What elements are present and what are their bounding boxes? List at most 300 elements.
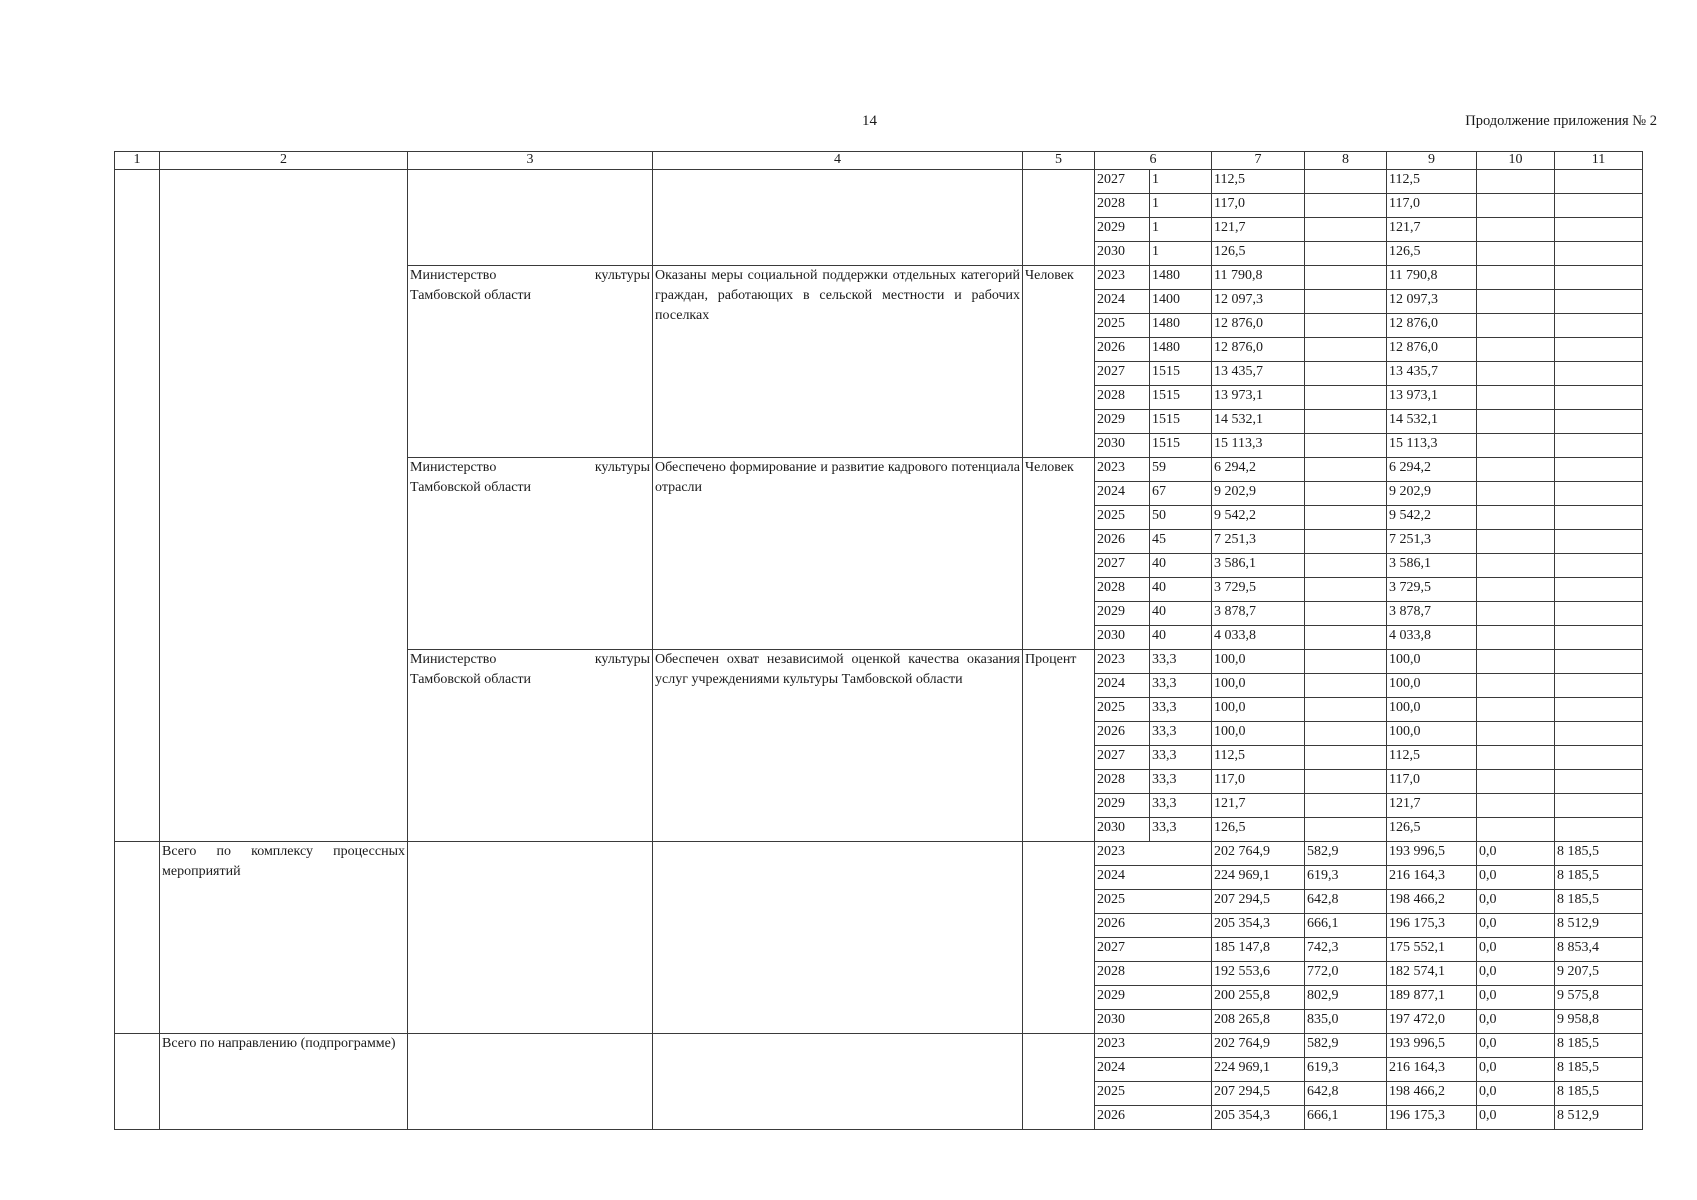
table-body: [115, 170, 1643, 1130]
result-cell: [653, 170, 1023, 266]
federal-cell: 582,9: [1305, 842, 1387, 866]
org-cell: [408, 458, 653, 650]
total-cell: 14 532,1: [1212, 410, 1305, 434]
local-cell: 0,0: [1477, 914, 1555, 938]
total-cell: 112,5: [1212, 170, 1305, 194]
result-cell: Обеспечено формирование и развитие кадрового потенциала отрасли: [653, 458, 1023, 650]
year-cell: 2024: [1095, 674, 1150, 698]
regional-cell: 197 472,0: [1387, 1010, 1477, 1034]
local-cell: [1477, 362, 1555, 386]
local-cell: [1477, 170, 1555, 194]
federal-cell: [1305, 410, 1387, 434]
local-cell: [1477, 314, 1555, 338]
total-cell: 100,0: [1212, 650, 1305, 674]
regional-cell: 216 164,3: [1387, 1058, 1477, 1082]
other-cell: [1555, 362, 1643, 386]
regional-cell: 100,0: [1387, 650, 1477, 674]
year-cell: 2030: [1095, 818, 1150, 842]
other-cell: [1555, 578, 1643, 602]
col-header: 1: [115, 152, 160, 170]
federal-cell: [1305, 602, 1387, 626]
local-cell: [1477, 530, 1555, 554]
org-line: Тамбовской области: [410, 288, 532, 303]
year-cell: 2028: [1095, 770, 1150, 794]
federal-cell: [1305, 794, 1387, 818]
other-cell: [1555, 794, 1643, 818]
local-cell: 0,0: [1477, 938, 1555, 962]
regional-cell: 193 996,5: [1387, 1034, 1477, 1058]
indicator-cell: 33,3: [1150, 674, 1212, 698]
local-cell: [1477, 770, 1555, 794]
total-cell: 224 969,1: [1212, 1058, 1305, 1082]
regional-cell: 196 175,3: [1387, 1106, 1477, 1130]
year-cell: 2023: [1095, 650, 1150, 674]
federal-cell: 802,9: [1305, 986, 1387, 1010]
other-cell: [1555, 770, 1643, 794]
regional-cell: 11 790,8: [1387, 266, 1477, 290]
local-cell: [1477, 458, 1555, 482]
federal-cell: [1305, 338, 1387, 362]
local-cell: 0,0: [1477, 866, 1555, 890]
year-cell: 2023: [1095, 842, 1212, 866]
result-cell: Оказаны меры социальной поддержки отдельных категорий граждан, работающих в сельской местности и рабочих поселках: [653, 266, 1023, 458]
federal-cell: [1305, 578, 1387, 602]
total-cell: 100,0: [1212, 722, 1305, 746]
other-cell: [1555, 386, 1643, 410]
column-number-row: [115, 152, 1643, 170]
federal-cell: [1305, 746, 1387, 770]
regional-cell: 12 876,0: [1387, 338, 1477, 362]
other-cell: 8 185,5: [1555, 1058, 1643, 1082]
org-line: Тамбовской области: [410, 480, 532, 495]
other-cell: [1555, 698, 1643, 722]
federal-cell: [1305, 386, 1387, 410]
year-cell: 2025: [1095, 1082, 1212, 1106]
col4-cell: [653, 842, 1023, 1034]
total-cell: 15 113,3: [1212, 434, 1305, 458]
local-cell: [1477, 410, 1555, 434]
other-cell: [1555, 242, 1643, 266]
year-cell: 2023: [1095, 458, 1150, 482]
local-cell: [1477, 338, 1555, 362]
regional-cell: 198 466,2: [1387, 1082, 1477, 1106]
local-cell: 0,0: [1477, 962, 1555, 986]
year-cell: 2027: [1095, 362, 1150, 386]
year-cell: 2029: [1095, 602, 1150, 626]
result-cell: Обеспечен охват независимой оценкой качества оказания услуг учреждениями культуры Тамбовской области: [653, 650, 1023, 842]
total-cell: 207 294,5: [1212, 890, 1305, 914]
other-cell: [1555, 626, 1643, 650]
total-cell: 6 294,2: [1212, 458, 1305, 482]
regional-cell: 112,5: [1387, 746, 1477, 770]
federal-cell: [1305, 170, 1387, 194]
year-cell: 2028: [1095, 962, 1212, 986]
year-cell: 2028: [1095, 194, 1150, 218]
federal-cell: [1305, 458, 1387, 482]
regional-cell: 13 435,7: [1387, 362, 1477, 386]
total-cell: 121,7: [1212, 794, 1305, 818]
col-header: 8: [1305, 152, 1387, 170]
federal-cell: 742,3: [1305, 938, 1387, 962]
federal-cell: 642,8: [1305, 890, 1387, 914]
regional-cell: 14 532,1: [1387, 410, 1477, 434]
regional-cell: 100,0: [1387, 722, 1477, 746]
local-cell: [1477, 290, 1555, 314]
local-cell: 0,0: [1477, 890, 1555, 914]
indicator-cell: 1400: [1150, 290, 1212, 314]
indicator-cell: 33,3: [1150, 650, 1212, 674]
indicator-cell: 50: [1150, 506, 1212, 530]
federal-cell: [1305, 362, 1387, 386]
total-cell: 207 294,5: [1212, 1082, 1305, 1106]
regional-cell: 198 466,2: [1387, 890, 1477, 914]
total-label-cell: Всего по комплексу процессных мероприятий: [160, 842, 408, 1034]
indicator-cell: 1480: [1150, 314, 1212, 338]
regional-cell: 121,7: [1387, 794, 1477, 818]
local-cell: [1477, 554, 1555, 578]
other-cell: [1555, 314, 1643, 338]
year-cell: 2028: [1095, 386, 1150, 410]
federal-cell: [1305, 434, 1387, 458]
regional-cell: 121,7: [1387, 218, 1477, 242]
col3-cell: [408, 1034, 653, 1130]
total-cell: 3 729,5: [1212, 578, 1305, 602]
local-cell: [1477, 386, 1555, 410]
local-cell: [1477, 698, 1555, 722]
regional-cell: 117,0: [1387, 194, 1477, 218]
regional-cell: 112,5: [1387, 170, 1477, 194]
total-cell: 11 790,8: [1212, 266, 1305, 290]
indicator-cell: 33,3: [1150, 746, 1212, 770]
regional-cell: 126,5: [1387, 818, 1477, 842]
federal-cell: [1305, 650, 1387, 674]
federal-cell: [1305, 698, 1387, 722]
year-cell: 2029: [1095, 986, 1212, 1010]
budget-table: [114, 151, 1643, 1130]
indicator-cell: 1515: [1150, 410, 1212, 434]
other-cell: [1555, 218, 1643, 242]
total-cell: 4 033,8: [1212, 626, 1305, 650]
regional-cell: 6 294,2: [1387, 458, 1477, 482]
other-cell: [1555, 338, 1643, 362]
indicator-cell: 33,3: [1150, 770, 1212, 794]
regional-cell: 196 175,3: [1387, 914, 1477, 938]
indicator-cell: 40: [1150, 578, 1212, 602]
other-cell: [1555, 650, 1643, 674]
total-cell: 9 202,9: [1212, 482, 1305, 506]
total-cell: 13 435,7: [1212, 362, 1305, 386]
col-header: 7: [1212, 152, 1305, 170]
total-cell: 192 553,6: [1212, 962, 1305, 986]
indicator-cell: 1480: [1150, 266, 1212, 290]
federal-cell: [1305, 818, 1387, 842]
year-cell: 2027: [1095, 554, 1150, 578]
local-cell: [1477, 626, 1555, 650]
col2-cell: [160, 170, 408, 842]
local-cell: [1477, 434, 1555, 458]
local-cell: [1477, 818, 1555, 842]
other-cell: [1555, 530, 1643, 554]
federal-cell: [1305, 506, 1387, 530]
regional-cell: 175 552,1: [1387, 938, 1477, 962]
local-cell: 0,0: [1477, 1058, 1555, 1082]
col1-cell: [115, 1034, 160, 1130]
total-cell: 3 586,1: [1212, 554, 1305, 578]
continuation-note: Продолжение приложения № 2: [1465, 113, 1657, 129]
indicator-cell: 1515: [1150, 362, 1212, 386]
indicator-cell: 33,3: [1150, 818, 1212, 842]
year-cell: 2024: [1095, 290, 1150, 314]
federal-cell: [1305, 194, 1387, 218]
col1-cell: [115, 842, 160, 1034]
total-row: [115, 1034, 1643, 1058]
total-cell: 126,5: [1212, 242, 1305, 266]
local-cell: 0,0: [1477, 1106, 1555, 1130]
indicator-cell: 1515: [1150, 386, 1212, 410]
other-cell: [1555, 818, 1643, 842]
total-cell: 112,5: [1212, 746, 1305, 770]
other-cell: 8 853,4: [1555, 938, 1643, 962]
other-cell: [1555, 410, 1643, 434]
col-header: 9: [1387, 152, 1477, 170]
other-cell: [1555, 554, 1643, 578]
federal-cell: [1305, 218, 1387, 242]
other-cell: 9 207,5: [1555, 962, 1643, 986]
total-cell: 117,0: [1212, 194, 1305, 218]
year-cell: 2027: [1095, 746, 1150, 770]
regional-cell: 4 033,8: [1387, 626, 1477, 650]
federal-cell: [1305, 266, 1387, 290]
other-cell: [1555, 266, 1643, 290]
local-cell: 0,0: [1477, 1034, 1555, 1058]
regional-cell: 126,5: [1387, 242, 1477, 266]
year-cell: 2026: [1095, 914, 1212, 938]
regional-cell: 100,0: [1387, 674, 1477, 698]
year-cell: 2028: [1095, 578, 1150, 602]
regional-cell: 3 586,1: [1387, 554, 1477, 578]
federal-cell: [1305, 626, 1387, 650]
total-row: [115, 842, 1643, 866]
other-cell: [1555, 290, 1643, 314]
local-cell: [1477, 602, 1555, 626]
other-cell: [1555, 602, 1643, 626]
total-cell: 12 097,3: [1212, 290, 1305, 314]
indicator-cell: 59: [1150, 458, 1212, 482]
unit-cell: [1023, 170, 1095, 266]
col-header: 4: [653, 152, 1023, 170]
regional-cell: 12 876,0: [1387, 314, 1477, 338]
unit-cell: Процент: [1023, 650, 1095, 842]
local-cell: [1477, 482, 1555, 506]
year-cell: 2029: [1095, 410, 1150, 434]
local-cell: [1477, 506, 1555, 530]
regional-cell: 13 973,1: [1387, 386, 1477, 410]
indicator-cell: 40: [1150, 602, 1212, 626]
regional-cell: 189 877,1: [1387, 986, 1477, 1010]
federal-cell: [1305, 314, 1387, 338]
local-cell: [1477, 650, 1555, 674]
year-cell: 2029: [1095, 218, 1150, 242]
federal-cell: [1305, 674, 1387, 698]
regional-cell: 182 574,1: [1387, 962, 1477, 986]
year-cell: 2030: [1095, 626, 1150, 650]
local-cell: 0,0: [1477, 842, 1555, 866]
regional-cell: 117,0: [1387, 770, 1477, 794]
indicator-cell: 33,3: [1150, 722, 1212, 746]
other-cell: [1555, 434, 1643, 458]
local-cell: 0,0: [1477, 986, 1555, 1010]
col-header: 10: [1477, 152, 1555, 170]
other-cell: [1555, 170, 1643, 194]
total-cell: 202 764,9: [1212, 842, 1305, 866]
other-cell: 8 185,5: [1555, 1082, 1643, 1106]
other-cell: 8 512,9: [1555, 1106, 1643, 1130]
total-cell: 224 969,1: [1212, 866, 1305, 890]
indicator-cell: 1: [1150, 194, 1212, 218]
local-cell: [1477, 218, 1555, 242]
total-cell: 100,0: [1212, 674, 1305, 698]
year-cell: 2026: [1095, 338, 1150, 362]
year-cell: 2024: [1095, 482, 1150, 506]
local-cell: [1477, 266, 1555, 290]
local-cell: [1477, 794, 1555, 818]
year-cell: 2025: [1095, 314, 1150, 338]
unit-cell: Человек: [1023, 458, 1095, 650]
local-cell: [1477, 674, 1555, 698]
total-cell: 7 251,3: [1212, 530, 1305, 554]
indicator-cell: 1: [1150, 218, 1212, 242]
federal-cell: 642,8: [1305, 1082, 1387, 1106]
total-cell: 13 973,1: [1212, 386, 1305, 410]
total-cell: 185 147,8: [1212, 938, 1305, 962]
col-header: 2: [160, 152, 408, 170]
federal-cell: [1305, 482, 1387, 506]
other-cell: [1555, 674, 1643, 698]
local-cell: 0,0: [1477, 1010, 1555, 1034]
federal-cell: [1305, 770, 1387, 794]
total-cell: 9 542,2: [1212, 506, 1305, 530]
total-label-cell: Всего по направлению (подпрограмме): [160, 1034, 408, 1130]
total-cell: 3 878,7: [1212, 602, 1305, 626]
local-cell: 0,0: [1477, 1082, 1555, 1106]
table-row: [115, 170, 1643, 194]
year-cell: 2030: [1095, 1010, 1212, 1034]
unit-cell: Человек: [1023, 266, 1095, 458]
indicator-cell: 1: [1150, 170, 1212, 194]
total-cell: 121,7: [1212, 218, 1305, 242]
col4-cell: [653, 1034, 1023, 1130]
year-cell: 2023: [1095, 266, 1150, 290]
other-cell: 9 958,8: [1555, 1010, 1643, 1034]
regional-cell: 3 878,7: [1387, 602, 1477, 626]
year-cell: 2024: [1095, 866, 1212, 890]
federal-cell: 772,0: [1305, 962, 1387, 986]
federal-cell: 619,3: [1305, 866, 1387, 890]
other-cell: 8 185,5: [1555, 842, 1643, 866]
org-line: Тамбовской области: [410, 672, 532, 687]
federal-cell: 619,3: [1305, 1058, 1387, 1082]
other-cell: [1555, 746, 1643, 770]
local-cell: [1477, 578, 1555, 602]
federal-cell: [1305, 242, 1387, 266]
regional-cell: 216 164,3: [1387, 866, 1477, 890]
year-cell: 2027: [1095, 938, 1212, 962]
local-cell: [1477, 746, 1555, 770]
col5-cell: [1023, 1034, 1095, 1130]
indicator-cell: 40: [1150, 554, 1212, 578]
total-cell: 200 255,8: [1212, 986, 1305, 1010]
year-cell: 2025: [1095, 698, 1150, 722]
org-cell: [408, 650, 653, 842]
total-cell: 12 876,0: [1212, 338, 1305, 362]
org-line: Министерство культуры: [410, 460, 650, 475]
federal-cell: 835,0: [1305, 1010, 1387, 1034]
year-cell: 2030: [1095, 242, 1150, 266]
total-cell: 208 265,8: [1212, 1010, 1305, 1034]
indicator-cell: 33,3: [1150, 698, 1212, 722]
regional-cell: 9 542,2: [1387, 506, 1477, 530]
other-cell: [1555, 458, 1643, 482]
year-cell: 2029: [1095, 794, 1150, 818]
federal-cell: 666,1: [1305, 1106, 1387, 1130]
total-cell: 205 354,3: [1212, 914, 1305, 938]
local-cell: [1477, 194, 1555, 218]
total-cell: 12 876,0: [1212, 314, 1305, 338]
local-cell: [1477, 242, 1555, 266]
org-line: Министерство культуры: [410, 652, 650, 667]
other-cell: [1555, 482, 1643, 506]
year-cell: 2026: [1095, 1106, 1212, 1130]
federal-cell: [1305, 554, 1387, 578]
indicator-cell: 1: [1150, 242, 1212, 266]
year-cell: 2026: [1095, 530, 1150, 554]
indicator-cell: 1515: [1150, 434, 1212, 458]
col-header: 6: [1095, 152, 1212, 170]
indicator-cell: 67: [1150, 482, 1212, 506]
year-cell: 2023: [1095, 1034, 1212, 1058]
col-header: 11: [1555, 152, 1643, 170]
total-cell: 117,0: [1212, 770, 1305, 794]
regional-cell: 3 729,5: [1387, 578, 1477, 602]
local-cell: [1477, 722, 1555, 746]
federal-cell: 582,9: [1305, 1034, 1387, 1058]
federal-cell: 666,1: [1305, 914, 1387, 938]
col3-cell: [408, 842, 653, 1034]
indicator-cell: 40: [1150, 626, 1212, 650]
col-header: 3: [408, 152, 653, 170]
other-cell: 8 185,5: [1555, 866, 1643, 890]
col5-cell: [1023, 842, 1095, 1034]
year-cell: 2030: [1095, 434, 1150, 458]
other-cell: [1555, 506, 1643, 530]
other-cell: 8 512,9: [1555, 914, 1643, 938]
regional-cell: 7 251,3: [1387, 530, 1477, 554]
federal-cell: [1305, 722, 1387, 746]
regional-cell: 9 202,9: [1387, 482, 1477, 506]
other-cell: 8 185,5: [1555, 890, 1643, 914]
year-cell: 2025: [1095, 506, 1150, 530]
other-cell: [1555, 194, 1643, 218]
indicator-cell: 45: [1150, 530, 1212, 554]
total-cell: 126,5: [1212, 818, 1305, 842]
year-cell: 2025: [1095, 890, 1212, 914]
year-cell: 2026: [1095, 722, 1150, 746]
regional-cell: 193 996,5: [1387, 842, 1477, 866]
other-cell: [1555, 722, 1643, 746]
federal-cell: [1305, 290, 1387, 314]
col-header: 5: [1023, 152, 1095, 170]
federal-cell: [1305, 530, 1387, 554]
